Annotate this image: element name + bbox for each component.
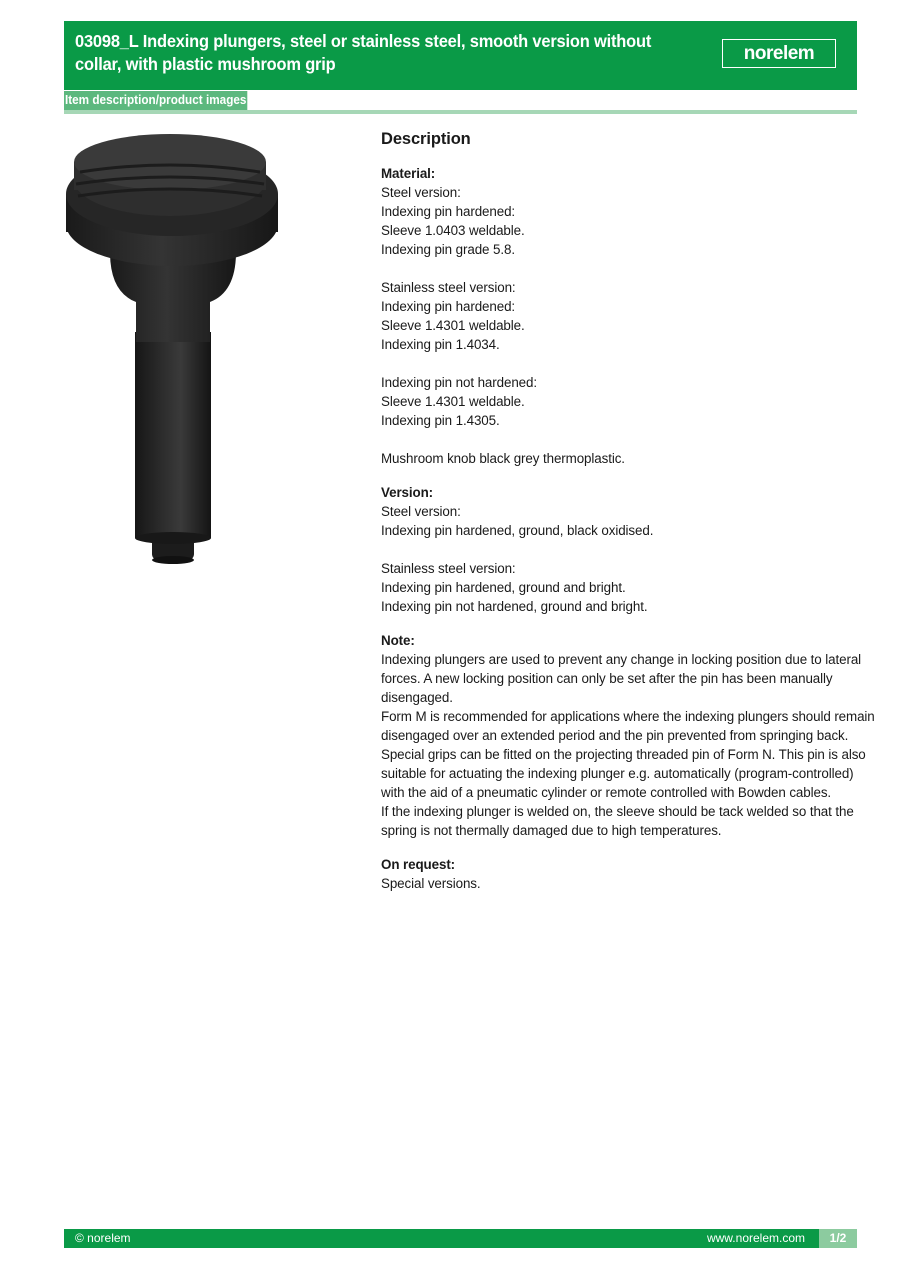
section-divider <box>64 110 857 114</box>
norelem-logo <box>722 39 836 68</box>
text-line: Steel version: <box>381 185 461 200</box>
text-line: Indexing pin hardened, ground and bright. <box>381 580 626 595</box>
page-title: 03098_L Indexing plungers, steel or stainless steel, smooth version without collar, with plastic mushroom grip <box>75 31 652 74</box>
text-line: suitable for actuating the indexing plunger e.g. automatically (program-controlled) <box>381 766 854 781</box>
text-line: Sleeve 1.4301 weldable. <box>381 318 525 333</box>
text-line: disengaged over an extended period and the pin prevented from springing back. <box>381 728 849 743</box>
copyright-text: © norelem <box>75 1231 131 1245</box>
website-link[interactable]: www.norelem.com <box>706 1231 805 1245</box>
text-line: Indexing pin hardened, ground, black oxidised. <box>381 523 654 538</box>
version-section <box>381 483 866 616</box>
material-paragraph <box>381 278 866 354</box>
text-line: If the indexing plunger is welded on, the sleeve should be tack welded so that the <box>381 804 854 819</box>
text-line: Indexing pin not hardened: <box>381 375 537 390</box>
version-label: Version: <box>381 485 434 500</box>
product-image-indexing-plunger <box>64 132 280 564</box>
text-line: Form M is recommended for applications where the indexing plungers should remain <box>381 709 875 724</box>
text-line: Indexing pin 1.4305. <box>381 413 500 428</box>
page-footer <box>64 1229 857 1248</box>
material-paragraph <box>381 373 866 430</box>
text-line: Indexing pin 1.4034. <box>381 337 500 352</box>
text-line: Indexing plungers are used to prevent any change in locking position due to lateral <box>381 652 862 667</box>
material-label: Material: <box>381 166 436 181</box>
text-line: with the aid of a pneumatic cylinder or remote controlled with Bowden cables. <box>381 785 832 800</box>
text-line: Mushroom knob black grey thermoplastic. <box>381 451 625 466</box>
text-line: Indexing pin grade 5.8. <box>381 242 515 257</box>
text-line: Indexing pin not hardened, ground and bright. <box>381 599 648 614</box>
text-line: Indexing pin hardened: <box>381 299 516 314</box>
text-line: Steel version: <box>381 504 461 519</box>
text-line: Stainless steel version: <box>381 280 516 295</box>
text-line: disengaged. <box>381 690 453 705</box>
on-request-section <box>381 855 866 893</box>
material-paragraph <box>381 449 866 468</box>
note-section <box>381 631 875 840</box>
text-line: Stainless steel version: <box>381 561 516 576</box>
page-number: 1/2 <box>819 1229 857 1248</box>
description-content <box>381 128 875 908</box>
text-line: Sleeve 1.4301 weldable. <box>381 394 525 409</box>
text-line: Sleeve 1.0403 weldable. <box>381 223 525 238</box>
note-label: Note: <box>381 633 415 648</box>
material-section <box>381 164 866 468</box>
description-heading: Description <box>381 130 471 148</box>
text-line: Special grips can be fitted on the projecting threaded pin of Form N. This pin is also <box>381 747 866 762</box>
version-paragraph <box>381 559 866 616</box>
text-line: forces. A new locking position can only be set after the pin has been manually <box>381 671 833 686</box>
on-request-label: On request: <box>381 857 456 872</box>
page-header <box>64 21 857 90</box>
text-line: Special versions. <box>381 876 481 891</box>
text-line: spring is not thermally damaged due to high temperatures. <box>381 823 722 838</box>
material-paragraph <box>381 183 866 259</box>
logo-text: norelem <box>743 42 815 64</box>
version-paragraph <box>381 502 866 540</box>
text-line: Indexing pin hardened: <box>381 204 516 219</box>
section-tab-item-description: Item description/product images <box>64 91 247 110</box>
